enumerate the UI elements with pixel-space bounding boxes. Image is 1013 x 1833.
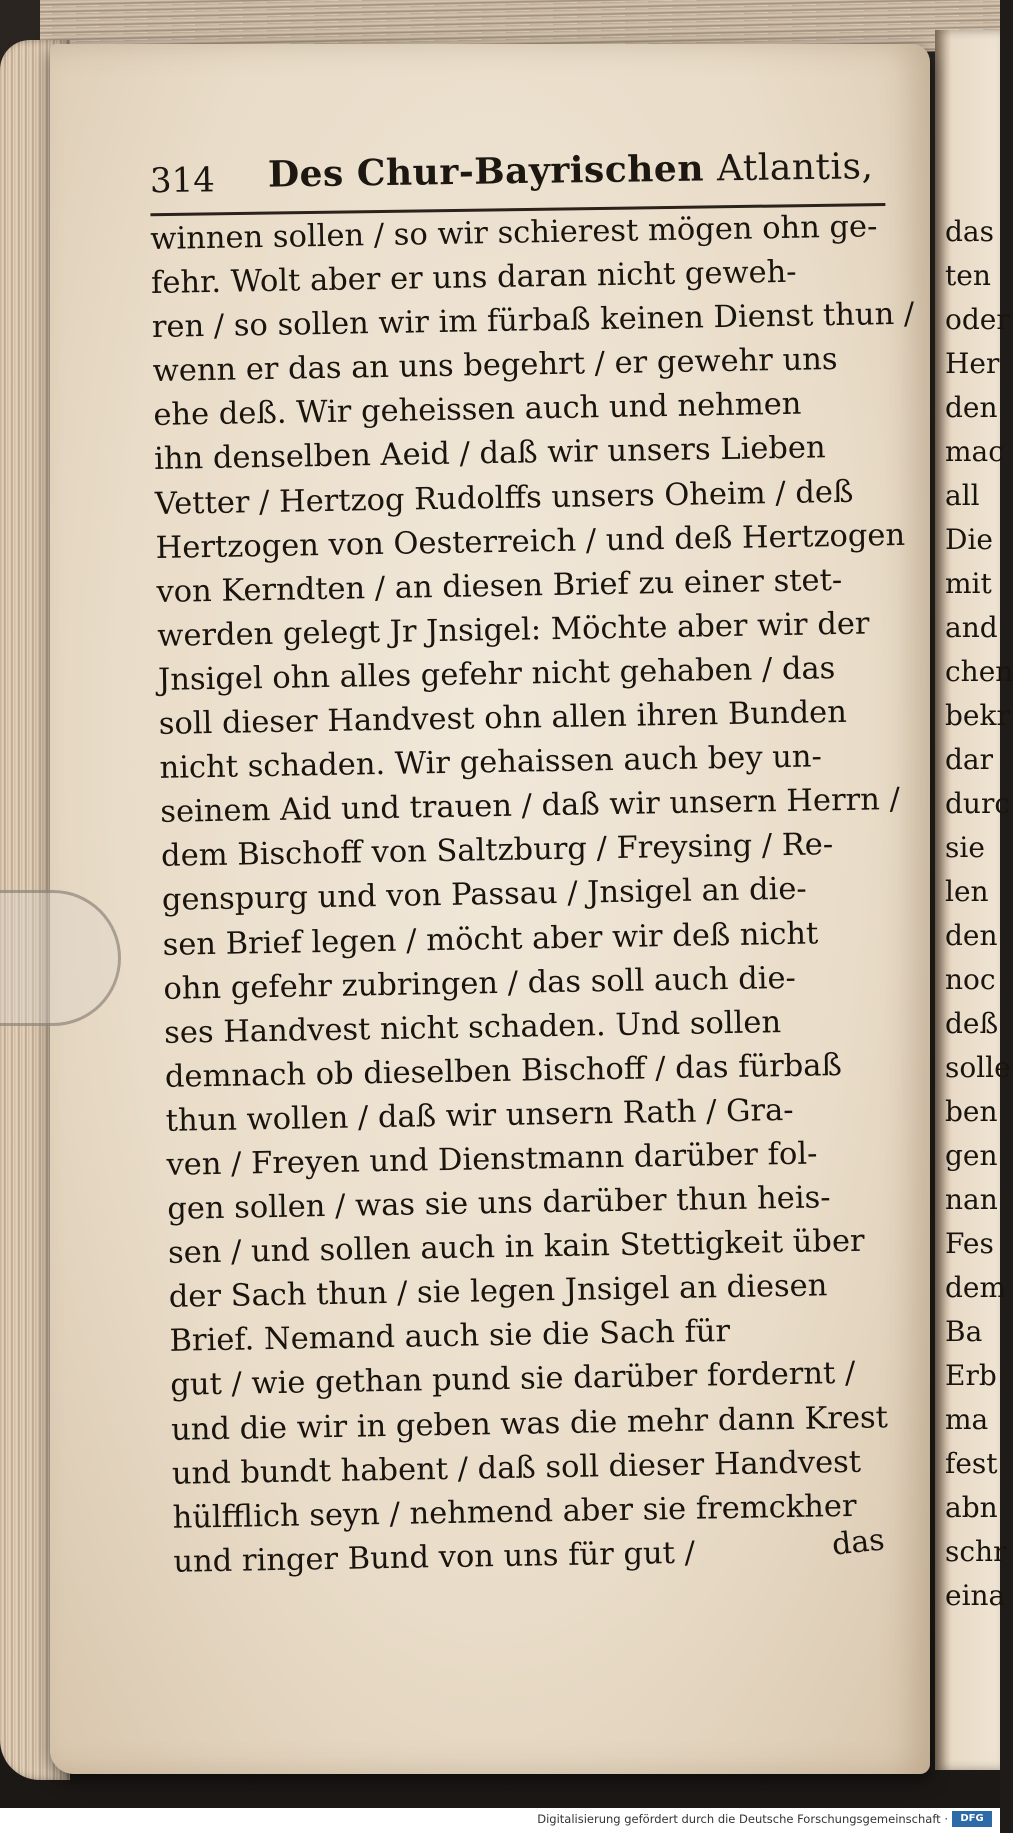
text-line: Brief. Nemand auch sie die Sach für	[169, 1314, 731, 1360]
text-line: ven / Freyen und Dienstmann darüber fol-	[166, 1136, 818, 1183]
text-line: ehe deß. Wir geheissen auch und nehmen	[153, 387, 802, 434]
text-line: von Kerndten / an diesen Brief zu einer stet-	[156, 562, 843, 610]
body-text	[150, 205, 914, 1585]
text-line: wenn er das an uns begehrt / er gewehr uns	[152, 342, 838, 390]
facing-page-fragment: bekr	[945, 699, 1010, 732]
text-line: ihn denselben Aeid / daß wir unsers Lieben	[153, 430, 826, 478]
facing-page-fragment: Her	[945, 347, 1000, 380]
facing-page-fragment: fest	[945, 1447, 998, 1480]
facing-page-fragment: ten	[945, 259, 991, 292]
text-line: nicht schaden. Wir gehaissen auch bey un-	[159, 739, 823, 787]
text-line: sen Brief legen / möcht aber wir deß nicht	[162, 915, 819, 963]
running-head-subtitle: Atlantis,	[716, 146, 874, 190]
facing-page-fragment: dem	[945, 1271, 1007, 1304]
text-line: gut / wie gethan pund sie darüber fordernt /	[170, 1356, 856, 1404]
text-line: und bundt habent / daß soll dieser Handvest	[171, 1444, 862, 1492]
text-line: werden gelegt Jr Jnsigel: Möchte aber wir der	[156, 606, 870, 654]
facing-page-fragment: sie	[945, 831, 985, 864]
facing-page-fragment: den	[945, 391, 998, 424]
text-line: sen / und sollen auch in kain Stettigkeit über	[167, 1223, 865, 1271]
facing-page-fragment: noc	[945, 963, 996, 996]
facing-page-fragment: gen	[945, 1139, 998, 1172]
facing-page-fragment: mit	[945, 567, 992, 600]
text-line: soll dieser Handvest ohn allen ihren Bunden	[158, 694, 848, 742]
text-line: ohn gefehr zubringen / das soll auch die-	[163, 960, 797, 1007]
running-head	[268, 145, 874, 195]
facing-page-fragment: eina	[945, 1579, 1006, 1612]
facing-page-fragment: chen	[945, 655, 1013, 688]
facing-page-fragment: mac	[945, 435, 1004, 468]
facing-page-fragment: ben	[945, 1095, 998, 1128]
facing-page-fragment: oder	[945, 303, 1010, 336]
facing-page-text	[945, 210, 1013, 1618]
text-line: demnach ob dieselben Bischoff / das fürbaß	[164, 1047, 843, 1095]
text-line: genspurg und von Passau / Jnsigel an die-	[161, 872, 808, 919]
facing-page-fragment: abn	[945, 1491, 998, 1524]
text-line: ses Handvest nicht schaden. Und sollen	[163, 1004, 782, 1051]
facing-page-fragment: len	[945, 875, 989, 908]
text-line: Jnsigel ohn alles gefehr nicht gehaben / das	[157, 651, 836, 698]
text-line: dem Bischoff von Saltzburg / Freysing / Re-	[160, 827, 834, 875]
catchword: das	[830, 1522, 887, 1563]
facing-page-fragment: solle	[945, 1051, 1011, 1084]
text-line: hülfflich seyn / nehmend aber sie fremckher	[172, 1488, 857, 1536]
page-number: 314	[149, 160, 216, 202]
text-line: seinem Aid und trauen / daß wir unsern Herrn /	[160, 782, 901, 831]
facing-page-fragment: das	[945, 215, 994, 248]
text-line: Hertzogen von Oesterreich / und deß Hertzogen	[155, 517, 906, 566]
text-line: Vetter / Hertzog Rudolffs unsers Oheim / deß	[154, 474, 854, 522]
dfg-logo: DFG	[952, 1811, 992, 1827]
facing-page-fragment: schr	[945, 1535, 1007, 1568]
facing-page-fragment: all	[945, 479, 980, 512]
facing-page-fragment: Ba	[945, 1315, 983, 1348]
facing-page-fragment: and	[945, 611, 998, 644]
facing-page-fragment: nan	[945, 1183, 998, 1216]
text-line: winnen sollen / so wir schierest mögen ohn ge-	[150, 209, 878, 257]
facing-page-fragment: Erb	[945, 1359, 997, 1392]
facing-page-fragment: den	[945, 919, 998, 952]
text-line: und die wir in geben was die mehr dann Krest	[170, 1399, 889, 1448]
running-head-title: Des Chur-Bayrischen	[267, 147, 705, 196]
text-line: der Sach thun / sie legen Jnsigel an diesen	[168, 1268, 828, 1316]
page-header	[150, 145, 901, 215]
facing-page-fragment: durc	[945, 787, 1011, 820]
text-line: fehr. Wolt aber er uns daran nicht geweh-	[150, 254, 797, 302]
facing-page-fragment: Die	[945, 523, 993, 556]
text-line: thun wollen / daß wir unsern Rath / Gra-	[165, 1092, 794, 1139]
facing-page-fragment: ma	[945, 1403, 989, 1436]
text-line: gen sollen / was sie uns darüber thun heis-	[166, 1180, 831, 1227]
digitization-credit: Digitalisierung gefördert durch die Deutsche Forschungsgemeinschaft ·	[537, 1812, 948, 1826]
text-line: und ringer Bund von uns für gut /	[173, 1535, 696, 1580]
facing-page-fragment: deß	[945, 1007, 999, 1040]
text-line: ren / so sollen wir im fürbaß keinen Dienst thun /	[151, 296, 915, 346]
facing-page-fragment: Fes	[945, 1227, 994, 1260]
facing-page-fragment: dar	[945, 743, 994, 776]
